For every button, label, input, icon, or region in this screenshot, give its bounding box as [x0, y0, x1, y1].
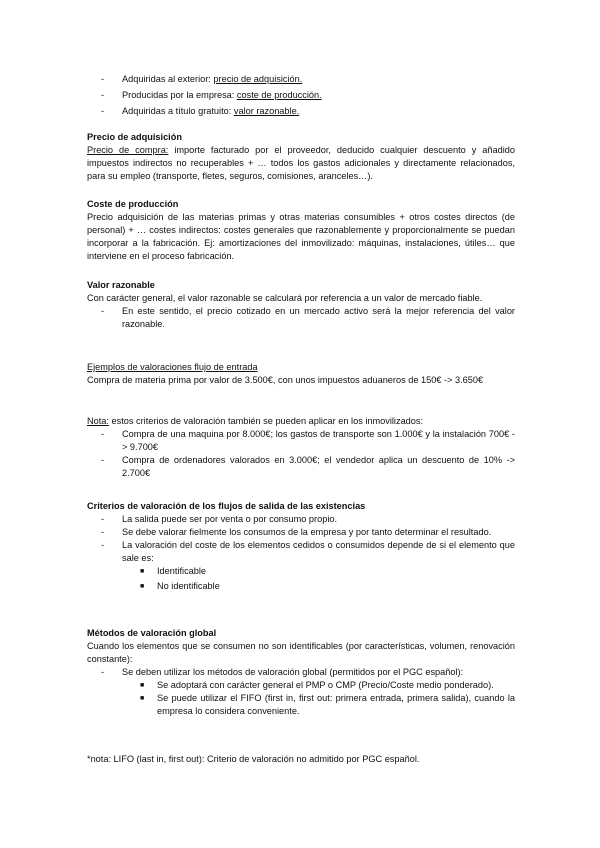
list-item-text: La valoración del coste de los elementos cedidos o consumidos depende de si el elemento que sale es: — [122, 540, 515, 563]
bullet-marker: ■ — [140, 583, 145, 590]
footnote — [87, 753, 515, 766]
list-item — [87, 666, 515, 679]
list-item-text: La salida puede ser por venta o por consumo propio. — [122, 514, 338, 524]
note-label: Nota: — [87, 416, 109, 426]
top-list — [87, 73, 515, 118]
section-precio-adquisicion — [87, 131, 515, 183]
dash-marker: - — [101, 429, 105, 439]
dash-marker: - — [101, 667, 105, 677]
section-heading: Coste de producción — [87, 199, 179, 209]
list-item-text: Compra de una maquina por 8.000€; los gastos de transporte son 1.000€ y la instalación 700€ -> 9.700€ — [122, 429, 515, 452]
section-heading: Valor razonable — [87, 280, 155, 290]
list-item-text: En este sentido, el precio cotizado en un mercado activo será la mejor referencia del valor razonable. — [122, 306, 515, 329]
section-heading: Ejemplos de valoraciones flujo de entrada — [87, 362, 258, 372]
sub-list-item-text: Identificable — [157, 566, 207, 576]
list-item-text: Compra de ordenadores valorados en 3.000€; el vendedor aplica un descuento de 10% -> 2.700€ — [122, 455, 515, 478]
section-ejemplos — [87, 361, 515, 387]
list-item-underlined: valor razonable. — [233, 106, 300, 116]
section-coste-produccion — [87, 198, 515, 263]
term-label: Precio de compra: — [87, 145, 169, 155]
list-item-text: Se debe valorar fielmente los consumos de la empresa y por tanto determinar el resultado. — [122, 527, 492, 537]
dash-marker: - — [101, 455, 105, 465]
list-item-underlined: coste de producción. — [236, 90, 322, 100]
list-item — [87, 305, 515, 331]
dash-marker: - — [101, 106, 105, 116]
list-item — [87, 526, 515, 539]
list-item — [87, 105, 515, 118]
sub-list-item-text: Se puede utilizar el FIFO (first in, first out: primera entrada, primera salida), cuando la empresa lo considera conveniente. — [157, 693, 515, 716]
sub-list-item-text: Se adoptará con carácter general el PMP o CMP (Precio/Coste medio ponderado). — [157, 680, 494, 690]
list-item — [87, 454, 515, 480]
paragraph-text: estos criterios de valoración también se pueden aplicar en los inmovilizados: — [108, 416, 424, 426]
sub-list-item — [87, 679, 515, 692]
paragraph-text: importe facturado por el proveedor, deducido cualquier descuento y añadido impuestos indirectos no recuperables + … todos los gastos adicionales y directamente relacionados, para su empleo (transporte, fletes, seguros, comisiones, aranceles…). — [87, 145, 515, 181]
list-item-text: Adquiridas al exterior: — [122, 74, 214, 84]
paragraph — [87, 415, 515, 428]
list-item-text: Producidas por la empresa: — [122, 90, 237, 100]
list-item-text: Se deben utilizar los métodos de valoración global (permitidos por el PGC español): — [122, 667, 464, 677]
list-item-text: Adquiridas a título gratuito: — [122, 106, 234, 116]
sub-list-item — [87, 565, 515, 578]
section-criterios — [87, 500, 515, 593]
section-metodos — [87, 627, 515, 718]
dash-marker: - — [101, 514, 105, 524]
list-item — [87, 513, 515, 526]
section-heading: Precio de adquisición — [87, 132, 182, 142]
bullet-marker: ■ — [140, 695, 145, 702]
section-nota — [87, 415, 515, 480]
bullet-marker: ■ — [140, 568, 145, 575]
list-item-underlined: precio de adquisición. — [213, 74, 303, 84]
dash-marker: - — [101, 527, 105, 537]
sub-list-item — [87, 692, 515, 718]
paragraph — [87, 144, 515, 183]
footnote-text: *nota: LIFO (last in, first out): Criterio de valoración no admitido por PGC español. — [87, 754, 420, 764]
dash-marker: - — [101, 90, 105, 100]
paragraph-text: Compra de materia prima por valor de 3.500€, con unos impuestos aduaneros de 150€ -> 3.650€ — [87, 375, 484, 385]
paragraph-text: Con carácter general, el valor razonable se calculará por referencia a un valor de mercado fiable. — [87, 293, 483, 303]
list-item — [87, 73, 515, 86]
section-heading: Criterios de valoración de los flujos de salida de las existencias — [87, 501, 366, 511]
dash-marker: - — [101, 540, 105, 550]
list-item — [87, 539, 515, 565]
section-valor-razonable — [87, 279, 515, 331]
bullet-marker: ■ — [140, 682, 145, 689]
sub-list-item-text: No identificable — [157, 581, 220, 591]
sub-list-item — [87, 580, 515, 593]
list-item — [87, 428, 515, 454]
dash-marker: - — [101, 74, 105, 84]
paragraph-text: Cuando los elementos que se consumen no son identificables (por características, volumen, renovación constante): — [87, 641, 515, 664]
paragraph-text: Precio adquisición de las materias primas y otras materias consumibles + otros costes directos (de personal) + … costes indirectos: costes generales que razonablemente y proporcionalmente se puedan incorporar a la fabricación. Ej: amortizaciones del inmovilizado: máquinas, instalaciones, útiles… que interviene en el proceso fabricación. — [87, 212, 515, 261]
dash-marker: - — [101, 306, 105, 316]
list-item — [87, 89, 515, 102]
section-heading: Métodos de valoración global — [87, 628, 217, 638]
